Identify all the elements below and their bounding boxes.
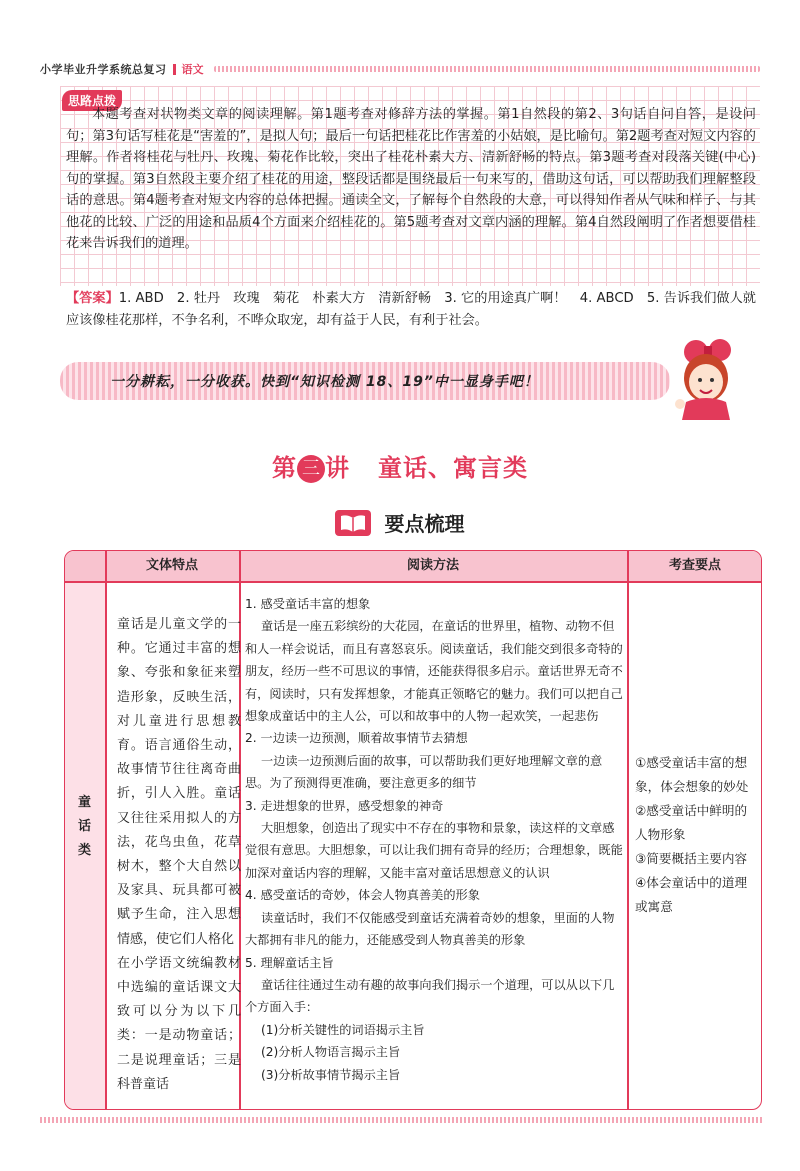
slogan-text: 一分耕耘，一分收获。快到“知识检测 18、19”中一显身手吧！ xyxy=(110,374,539,390)
page-header xyxy=(40,58,760,80)
hint-text: 本题考查对状物类文章的阅读理解。第1题考查对修辞方法的掌握。第1自然段的第2、3句话自问自答，是设问句；第3句话写桂花是“害羞的”，是拟人句；最后一句话把桂花比作害羞的小姑娘，是比喻句。第2题考查对短文内容的理解。作者将桂花与牡丹、玫瑰、菊花作比较，突出了桂花朴素大方、清新舒畅的特点。第3题考查对段落关键(中心)句的掌握。第3自然段主要介绍了桂花的用途，整段话都是围绕最后一句来写的，借助这句话，可以帮助我们理解整段话的意思。第4题考查对短文内容的总体把握。通读全文，了解每个自然段的大意，可以得知作者从气味和样子、与其他花的比较、广泛的用途和品质4个方面来介绍桂花的。第5题考查对文章内涵的理解。第4自然段阐明了作者想要借桂花来告诉我们的道理。 xyxy=(66,107,756,251)
header-methods: 阅读方法 xyxy=(406,558,459,573)
slogan-banner xyxy=(60,362,670,400)
book-title: 小学毕业升学系统总复习 xyxy=(40,63,167,76)
header-divider-line xyxy=(65,581,761,583)
lecture-suffix: 讲 xyxy=(325,454,350,482)
point-item: ①感受童话丰富的想象，体会想象的妙处 xyxy=(635,755,749,794)
lecture-number: 三 xyxy=(297,455,325,483)
open-book-icon xyxy=(335,510,371,536)
summary-table xyxy=(64,550,762,1110)
hint-label: 思路点拨 xyxy=(62,90,122,111)
method-heading: 2. 一边读一边预测，顺着故事情节去猜想 xyxy=(245,731,468,746)
footer-stripe xyxy=(40,1117,762,1123)
header-points: 考查要点 xyxy=(668,558,721,573)
method-sub-item: (2)分析人物语言揭示主旨 xyxy=(261,1045,401,1060)
point-item: ④体会童话中的道理或寓意 xyxy=(635,875,748,914)
lecture-prefix: 第 xyxy=(272,454,297,482)
point-item: ②感受童话中鲜明的人物形象 xyxy=(635,803,748,842)
answer-block xyxy=(66,288,760,332)
method-body: 大胆想象，创造出了现实中不存在的事物和景象，读这样的文章感觉很有意思。大胆想象，可以让我们拥有奇异的经历；合理想象，既能加深对童话内容的理解，又能丰富对童话思想意义的认识 xyxy=(245,821,623,880)
answer-text: 1. ABD 2. 牡丹 玫瑰 菊花 朴素大方 清新舒畅 3. 它的用途真广啊！ 4. ABCD 5. 告诉我们做人就应该像桂花那样，不争名利，不哗众取宠，却有益于人民，有利于社会。 xyxy=(66,291,756,328)
methods-cell xyxy=(245,593,623,1086)
col-divider-1 xyxy=(105,551,107,1109)
method-heading: 4. 感受童话的奇妙，体会人物真善美的形象 xyxy=(245,888,480,903)
answer-label: 【答案】 xyxy=(66,291,119,306)
method-sub-item: (3)分析故事情节揭示主旨 xyxy=(261,1067,401,1082)
method-heading: 1. 感受童话丰富的想象 xyxy=(245,597,371,611)
header-stripe xyxy=(214,66,761,72)
lecture-title xyxy=(0,448,800,483)
cartoon-girl-icon xyxy=(650,330,750,420)
method-heading: 5. 理解童话主旨 xyxy=(245,955,334,970)
point-item: ③简要概括主要内容 xyxy=(635,851,748,866)
method-heading: 3. 走进想象的世界，感受想象的神奇 xyxy=(245,798,444,813)
header-features: 文体特点 xyxy=(145,558,198,573)
method-body: 读童话时，我们不仅能感受到童话充满着奇妙的想象，里面的人物大都拥有非凡的能力，还能感受到人物真善美的形象 xyxy=(245,910,615,948)
method-body: 一边读一边预测后面的故事，可以帮助我们更好地理解文章的意思。为了预测得更准确，要注意更多的细节 xyxy=(245,753,603,791)
subject-label: 语文 xyxy=(181,63,204,76)
section-heading xyxy=(0,508,800,537)
method-sub-item: (1)分析关键性的词语揭示主旨 xyxy=(261,1022,425,1037)
header-divider xyxy=(173,64,176,75)
features-cell: 童话是儿童文学的一种。它通过丰富的想象、夸张和象征来塑造形象，反映生活，对儿童进行思想教育。语言通俗生动，故事情节往往离奇曲折，引人入胜。童话又往往采用拟人的方法，花鸟虫鱼，花草树木，整个大自然以及家具、玩具都可被赋予生命，注入思想情感，使它们人格化 在小学语文统编教材中选编的童话课文大致可以分为以下几类：一是动物童话；二是说理童话；三是科普童话 xyxy=(117,617,241,1092)
method-body: 童话是一座五彩缤纷的大花园，在童话的世界里，植物、动物不但和人一样会说话，而且有喜怒哀乐。阅读童话，我们能交到很多奇特的朋友，经历一些不可思议的事情，还能获得很多启示。童话世界无奇不有，阅读时，只有发挥想象，才能真正领略它的魅力。我们可以把自己想象成童话中的主人公，可以和故事中的人物一起欢笑，一起悲伤 xyxy=(245,619,623,724)
method-body: 童话往往通过生动有趣的故事向我们揭示一个道理，可以从以下几个方面入手： xyxy=(245,977,615,1015)
points-cell xyxy=(635,751,755,919)
row-label: 童话类 xyxy=(78,795,92,858)
lecture-main-title: 童话、寓言类 xyxy=(378,454,528,482)
section-title: 要点梳理 xyxy=(384,512,465,536)
col-divider-3 xyxy=(627,551,629,1109)
